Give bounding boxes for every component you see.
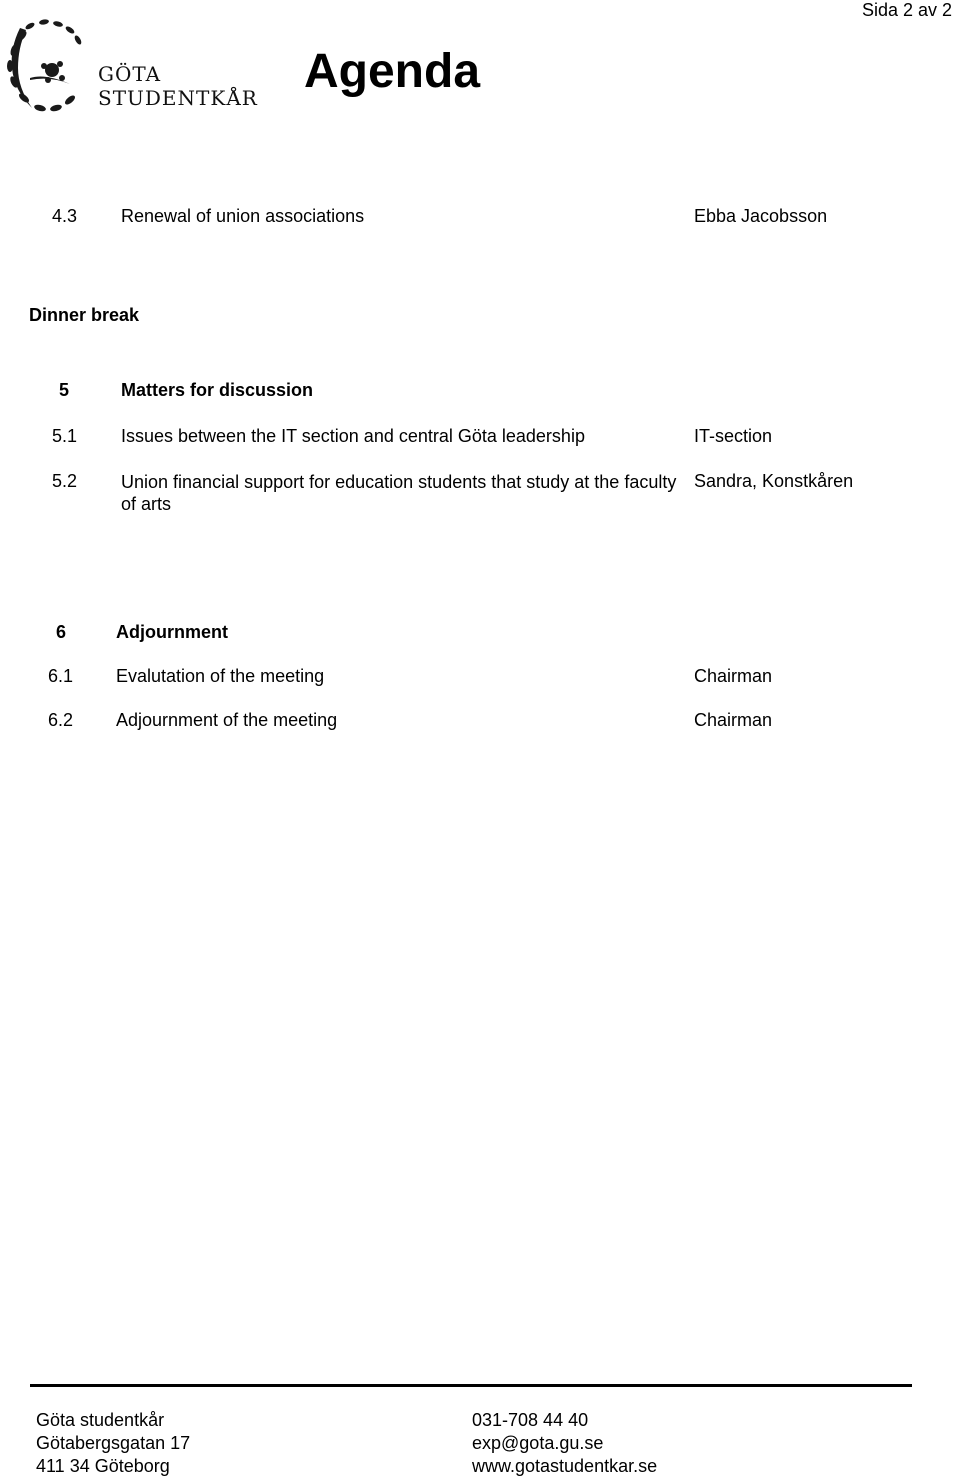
item-6-1-text: Evalutation of the meeting [116, 666, 325, 686]
logo-text-gota: GÖTA [98, 62, 162, 86]
footer-email-link[interactable]: exp@gota.gu.se [472, 1433, 604, 1453]
item-6-2-responsible: Chairman [694, 710, 773, 730]
section-5-title: Matters for discussion [121, 380, 314, 400]
item-4-3-number: 4.3 [52, 206, 78, 226]
footer-divider [30, 1384, 912, 1387]
item-5-2-text: Union financial support for education students that study at the faculty of arts [121, 472, 677, 514]
item-5-2-number: 5.2 [52, 471, 78, 491]
item-5-2-responsible: Sandra, Konstkåren [694, 471, 854, 491]
section-5-number: 5 [59, 380, 70, 400]
page-number: Sida 2 av 2 [861, 0, 952, 20]
item-4-3-text: Renewal of union associations [121, 206, 365, 226]
item-6-2-number: 6.2 [48, 710, 74, 730]
logo-text-studentkar: STUDENTKÅR [98, 86, 258, 110]
item-6-1-number: 6.1 [48, 666, 74, 686]
item-5-1-text: Issues between the IT section and central Göta leadership [121, 426, 585, 446]
section-6-title: Adjournment [116, 622, 228, 642]
gota-studentkar-logo [0, 18, 258, 118]
footer-website-link[interactable]: www.gotastudentkar.se [472, 1456, 658, 1476]
item-6-2-text: Adjournment of the meeting [116, 710, 338, 730]
dinner-break: Dinner break [29, 305, 140, 325]
page-title: Agenda [304, 45, 481, 98]
footer-phone: 031-708 44 40 [472, 1410, 589, 1430]
wreath-icon [0, 18, 96, 118]
item-6-1-responsible: Chairman [694, 666, 773, 686]
footer-street: Götabergsgatan 17 [36, 1433, 191, 1453]
footer-city: 411 34 Göteborg [36, 1456, 170, 1476]
footer-org-name: Göta studentkår [36, 1410, 165, 1430]
item-5-1-responsible: IT-section [694, 426, 773, 446]
section-6-number: 6 [56, 622, 67, 642]
item-5-1-number: 5.1 [52, 426, 78, 446]
item-4-3-responsible: Ebba Jacobsson [694, 206, 828, 226]
